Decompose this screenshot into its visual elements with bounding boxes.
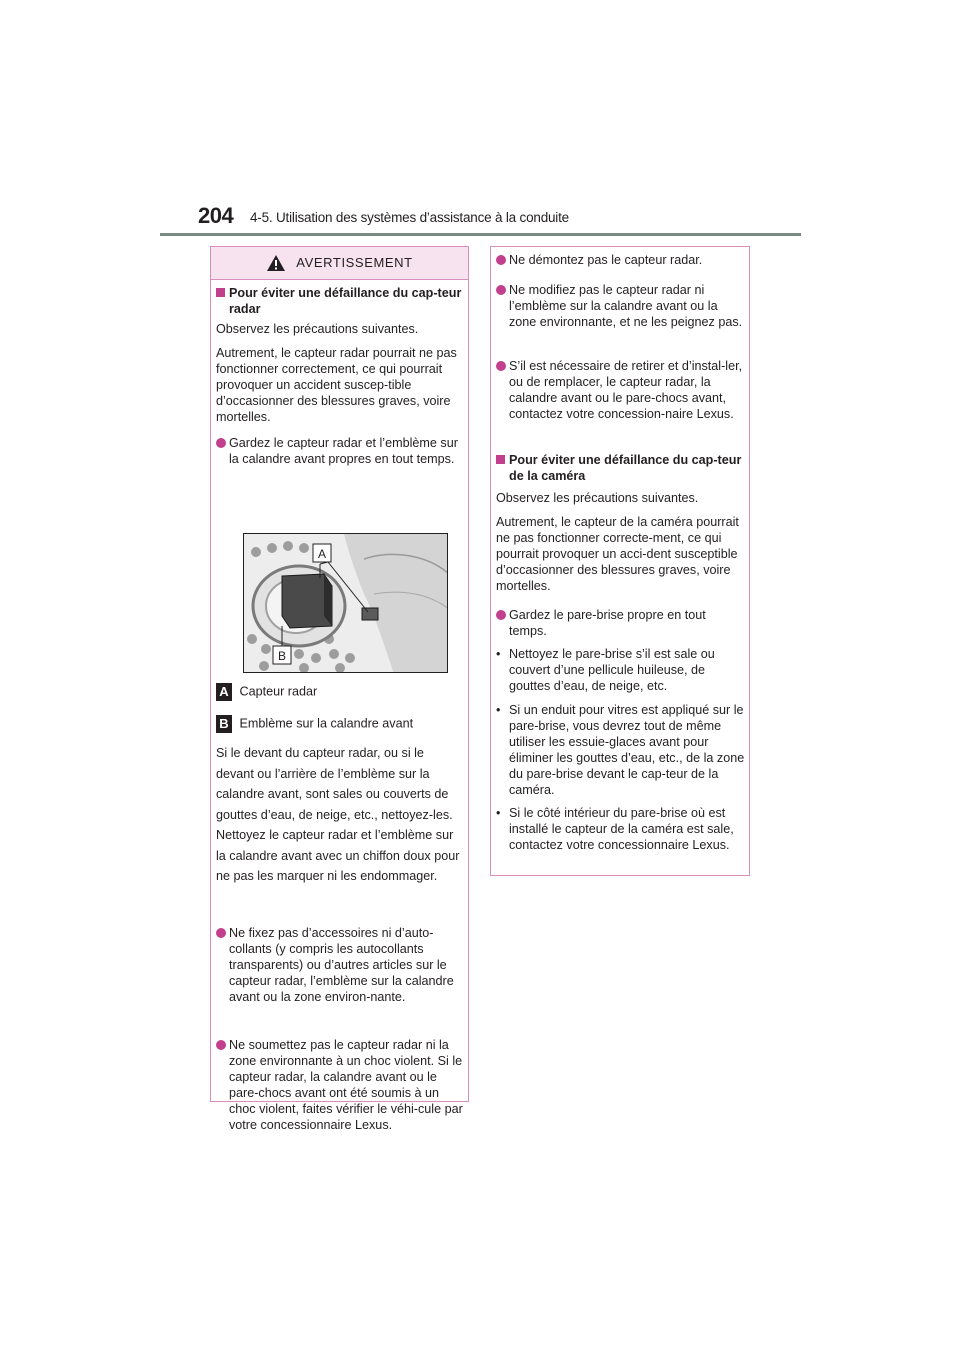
round-bullet-icon: [216, 438, 226, 448]
legend-text-a: Capteur radar: [239, 684, 318, 699]
square-bullet-icon: [216, 288, 225, 297]
paragraph: Observez les précautions suivantes.: [216, 322, 419, 336]
sub-bullet-text: Si un enduit pour vitres est appliqué sur le pare-brise, vous devrez tout de même utiliser les essuie-glaces avant pour éliminer les gouttes d’eau, etc., de la zone du pare-brise devant le cap-teur de la caméra.: [509, 703, 745, 797]
paragraph: Nettoyez le capteur radar et l’emblème sur la calandre avant avec un chiffon doux pour ne pas les marquer ni les endommager.: [216, 828, 460, 883]
radar-sensor-illustration: [243, 533, 448, 673]
bullet-text: Gardez le capteur radar et l’emblème sur la calandre avant propres en tout temps.: [229, 436, 458, 466]
legend-text-b: Emblème sur la calandre avant: [239, 716, 414, 731]
warning-header: [211, 247, 468, 280]
warning-triangle-icon: [266, 254, 286, 272]
figure-label-a: A: [317, 547, 327, 561]
bullet-item: [216, 435, 464, 467]
section-title: 4-5. Utilisation des systèmes d’assistance à la conduite: [250, 210, 569, 225]
bullet-text: Ne soumettez pas le capteur radar ni la zone environnante à un choc violent. Si le capteur radar, la calandre avant ou le pare-chocs avant ont été soumis à un choc violent, faites vérifier le véhi-cule par votre concessionnaire Lexus.: [229, 1038, 463, 1132]
paragraph: Si le devant du capteur radar, ou si le devant ou l’arrière de l’emblème sur la calandre avant, sont sales ou couverts de gouttes d’eau, de neige, etc., nettoyez-les.: [216, 746, 453, 822]
page-number: 204: [198, 203, 234, 228]
legend-tag-b: B: [216, 715, 232, 733]
section-heading: [216, 285, 464, 317]
paragraph: Autrement, le capteur radar pourrait ne pas fonctionner correctement, ce qui pourrait provoquer un accident suscep-tible d’occasionner des blessures graves, voire mortelles.: [216, 346, 457, 424]
legend-tag-a: A: [216, 683, 232, 701]
paragraph: Autrement, le capteur de la caméra pourrait ne pas fonctionner correcte-ment, ce qui pourrait provoquer un acci-dent susceptible d’occasionner des blessures graves, voire mortelles.: [496, 515, 739, 593]
bullet-item: [216, 1037, 464, 1133]
bullet-text: Gardez le pare-brise propre en tout temps.: [509, 608, 706, 638]
sub-bullet-item: [496, 702, 745, 798]
bullet-item: [496, 252, 745, 268]
bullet-text: S’il est nécessaire de retirer et d’instal-ler, ou de remplacer, le capteur radar, la calandre avant ou le pare-chocs avant, contactez votre concession-naire Lexus.: [509, 359, 743, 421]
sub-bullet-mark: •: [496, 806, 501, 820]
sub-bullet-text: Si le côté intérieur du pare-brise où est installé le capteur de la caméra est sale, contactez votre concessionnaire Lexus.: [509, 806, 734, 852]
bullet-item: [496, 358, 745, 422]
bullet-item: [216, 925, 464, 1005]
sub-bullet-text: Nettoyez le pare-brise s’il est sale ou couvert d’une pellicule huileuse, de gouttes d’eau, de neige, etc.: [509, 647, 715, 693]
warning-title: AVERTISSEMENT: [296, 255, 413, 270]
round-bullet-icon: [216, 928, 226, 938]
round-bullet-icon: [216, 1040, 226, 1050]
warning-box-right: [490, 246, 750, 876]
sub-bullet-mark: •: [496, 647, 501, 661]
bullet-item: [496, 607, 745, 639]
bullet-text: Ne démontez pas le capteur radar.: [509, 253, 703, 267]
bullet-text: Ne modifiez pas le capteur radar ni l’emblème sur la calandre avant ou la zone environnante, et ne les peignez pas.: [509, 283, 743, 329]
legend-item-b: [216, 715, 464, 733]
sub-bullet-item: [496, 805, 745, 853]
bullet-text: Ne fixez pas d’accessoires ni d’auto-collants (y compris les autocollants transparents) ou d’autres articles sur le capteur radar, l’emblème sur la calandre avant ou la zone environ-nante.: [229, 926, 454, 1004]
section-heading: [496, 452, 745, 484]
header-rule: [160, 233, 801, 236]
round-bullet-icon: [496, 255, 506, 265]
legend-item-a: [216, 683, 464, 701]
figure-label-b: B: [277, 649, 287, 663]
paragraph: Observez les précautions suivantes.: [496, 491, 699, 505]
square-bullet-icon: [496, 455, 505, 464]
round-bullet-icon: [496, 361, 506, 371]
round-bullet-icon: [496, 285, 506, 295]
sub-bullet-item: [496, 646, 745, 694]
round-bullet-icon: [496, 610, 506, 620]
sub-bullet-mark: •: [496, 703, 501, 717]
warning-box-left: [210, 246, 469, 1132]
heading-text: Pour éviter une défaillance du cap-teur radar: [229, 286, 462, 316]
heading-text: Pour éviter une défaillance du cap-teur de la caméra: [509, 453, 742, 483]
bullet-item: [496, 282, 745, 330]
